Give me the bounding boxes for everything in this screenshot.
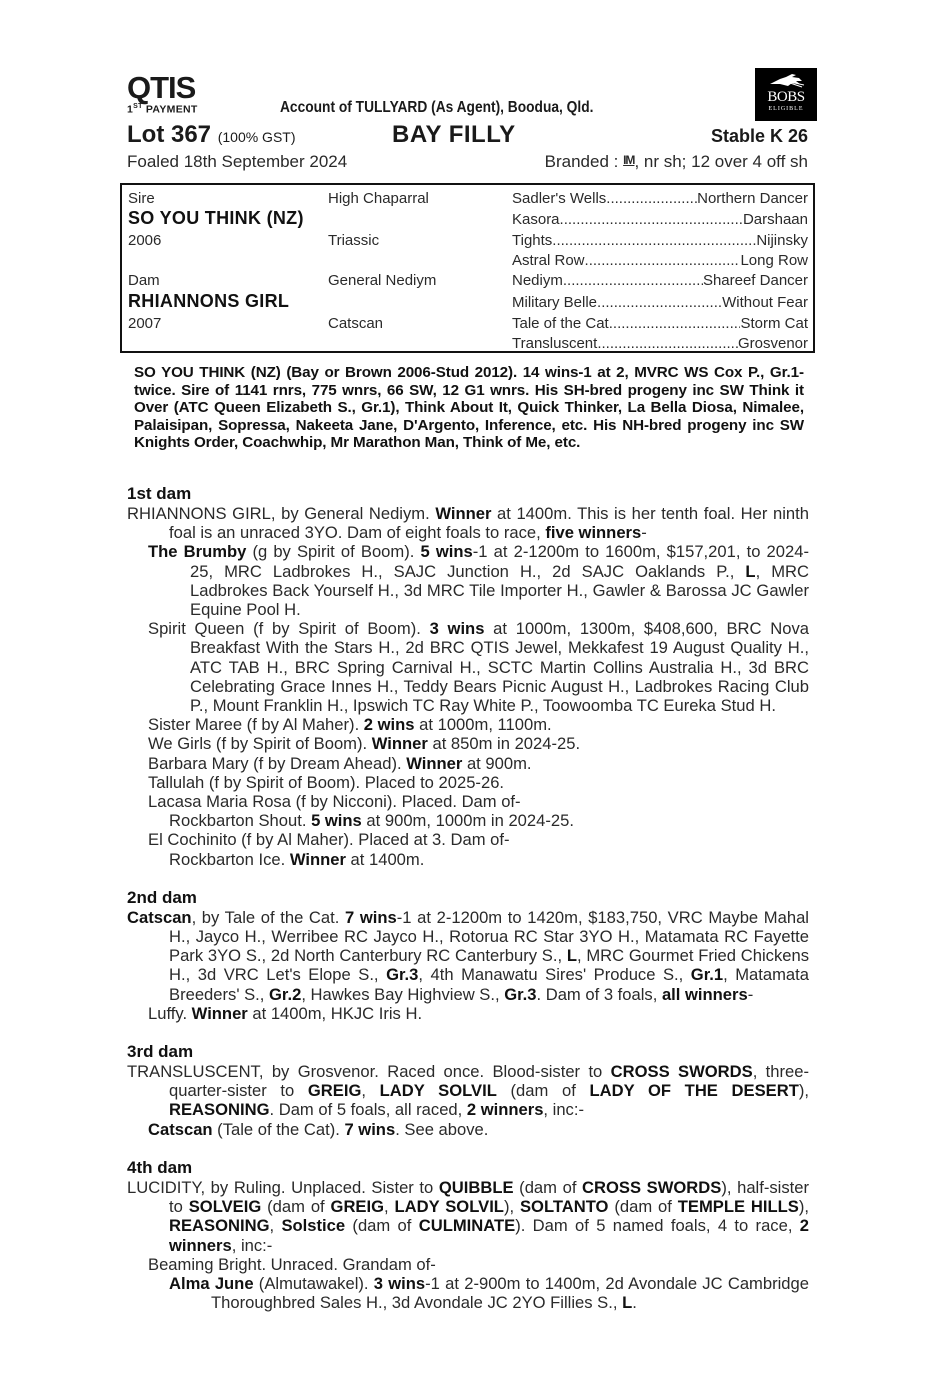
lot-number: Lot 367 (100% GST) (127, 121, 296, 148)
bold-highlight: Winner (191, 1003, 248, 1023)
bold-highlight: 7 wins (344, 1119, 396, 1139)
bold-highlight: LADY SOLVIL (379, 1081, 497, 1101)
bold-highlight: GREIG (330, 1197, 385, 1217)
brand-mark-icon: IM (623, 153, 635, 167)
dam-dam: Catscan (328, 315, 384, 332)
dam-sire: General Nediym (328, 272, 437, 289)
bold-highlight: all winners (661, 984, 748, 1004)
fourth-dam-section (127, 1158, 809, 1312)
progeny-list (127, 1120, 809, 1139)
progeny-entry: Tallulah (f by Spirit of Boom). Placed to 2025-26. (148, 772, 505, 792)
great-grandparent-row: Transluscent ..... Grosvenor (512, 335, 808, 352)
progeny-list (127, 542, 809, 868)
third-dam-section (127, 1042, 809, 1139)
great-grandparent-row: Tale of the Cat ..... Storm Cat (512, 315, 808, 332)
bold-highlight: LADY OF THE DESERT (589, 1081, 799, 1101)
great-grandparent-row: Sadler's Wells ..... Northern Dancer (512, 190, 808, 207)
great-grandparent-row: Nediym ..... Shareef Dancer (512, 272, 808, 289)
bold-highlight: 2 winners (466, 1100, 544, 1120)
bold-highlight: 2 winners (169, 1216, 809, 1255)
sire-label: Sire (128, 190, 155, 207)
bold-highlight: five winners (545, 523, 642, 543)
bold-highlight: 5 wins (420, 542, 473, 562)
qtis-logo-mark: QTIS (127, 70, 196, 105)
sire-year: 2006 (128, 232, 162, 249)
bold-highlight: CROSS SWORDS (610, 1062, 753, 1082)
bold-highlight: 2 wins (363, 715, 415, 735)
section-title: 2nd dam (127, 887, 197, 907)
progeny-entry: Catscan (Tale of the Cat). 7 wins. See above. (148, 1119, 489, 1139)
bold-highlight: Gr.2 (269, 984, 302, 1004)
sire-sire: High Chaparral (328, 190, 429, 207)
sire-name: SO YOU THINK (NZ) (128, 208, 304, 228)
progeny-entry: Sister Maree (f by Al Maher). 2 wins at 1000m, 1100m. (148, 715, 552, 735)
bold-highlight: Gr.1 (690, 965, 724, 985)
progeny-entry: We Girls (f by Spirit of Boom). Winner at 850m in 2024-25. (148, 734, 581, 754)
bold-highlight: Gr.3 (504, 984, 537, 1004)
dam-intro: Catscan, by Tale of the Cat. 7 wins-1 at 2-1200m to 1420m, $183,750, VRC Maybe Mahal H., Jayco H., Werribee RC Jayco H., Rotorua RC Star 3YO H., Matamata RC Fayette Park 3YO S., 2d North Canterbury RC Canterbury S., L, MRC Gourmet Fried Chickens H., 3d VRC Let's Elope S., Gr.3, 4th Manawatu Sires' Produce S., Gr.1, Matamata Breeders' S., Gr.2, Hawkes Bay Highview S., Gr.3. Dam of 3 foals, all winners- (127, 907, 810, 1004)
progeny-entry: Beaming Bright. Unraced. Grandam of- (148, 1254, 436, 1274)
first-dam-section (127, 484, 809, 869)
bobs-logo-text: BOBS (767, 89, 805, 105)
progeny-entry: Spirit Queen (f by Spirit of Boom). 3 wins at 1000m, 1300m, $408,600, BRC Nova Breakfast With the Stars H., 2d BRC QTIS Jewel, Mekkafest 19 August Quality H., ATC TAB H., BRC Spring Carnival H., SCTC Martin Collins Australia H., 3d BRC Celebrating Grace Innes H., Teddy Bears Picnic August H., Ladbrokes Racing Club P., Mount Franklin H., Ipswich TC Ray White P., Toowoomba TC Eureka Stud H. (148, 619, 809, 716)
progeny-list (127, 1255, 809, 1313)
dam-label: Dam (128, 272, 160, 289)
bold-highlight: Alma June (169, 1273, 254, 1293)
gst-note: (100% GST) (217, 129, 296, 145)
bold-highlight: L (745, 561, 756, 581)
progeny-entry: Rockbarton Ice. Winner at 1400m. (169, 849, 425, 869)
second-dam-section (127, 888, 809, 1023)
bold-highlight: Winner (435, 504, 492, 523)
great-grandparent-row: Kasora ..... Darshaan (512, 211, 808, 228)
progeny-entry: Lacasa Maria Rosa (f by Nicconi). Placed. Dam of- (148, 792, 521, 812)
dam-line-body (127, 484, 809, 1312)
bold-highlight: Winner (289, 849, 346, 869)
sire-dam: Triassic (328, 232, 380, 249)
bold-highlight: Solstice (281, 1216, 346, 1236)
bobs-eligible-logo (755, 68, 817, 121)
bold-highlight: Catscan (127, 907, 192, 927)
dam-intro: RHIANNONS GIRL, by General Nediym. Winner at 1400m. This is her tenth foal. Her ninth foal is an unraced 3YO. Dam of eight foals to race, five winners- (127, 504, 809, 543)
progeny-entry: Rockbarton Shout. 5 wins at 900m, 1000m in 2024-25. (169, 811, 574, 831)
bold-highlight: SOLTANTO (519, 1197, 609, 1217)
bold-highlight: 7 wins (345, 907, 397, 927)
bold-highlight: REASONING (169, 1216, 270, 1236)
bold-highlight: Catscan (148, 1119, 213, 1139)
bold-highlight: Gr.3 (386, 965, 419, 985)
bold-highlight: L (622, 1293, 633, 1313)
dam-intro: TRANSLUSCENT, by Grosvenor. Raced once. Blood-sister to CROSS SWORDS, three-quarter-sister to GREIG, LADY SOLVIL (dam of LADY OF THE DESERT), REASONING. Dam of 5 foals, all raced, 2 winners, inc:- (127, 1062, 809, 1120)
horse-head-icon (766, 72, 806, 90)
progeny-entry: Barbara Mary (f by Dream Ahead). Winner at 900m. (148, 753, 532, 773)
qtis-logo (127, 70, 217, 118)
bobs-logo-subtitle: ELIGIBLE (768, 106, 804, 112)
bold-highlight: 3 wins (429, 619, 485, 639)
stable-location: Stable K 26 (710, 126, 808, 146)
progeny-list (127, 1004, 809, 1023)
bold-highlight: Winner (371, 734, 428, 754)
progeny-entry: El Cochinito (f by Al Maher). Placed at 3. Dam of- (148, 830, 510, 850)
great-grandparent-row: Astral Row ..... Long Row (512, 252, 808, 269)
bold-highlight: CROSS SWORDS (582, 1177, 722, 1197)
bold-highlight: LADY SOLVIL (394, 1197, 504, 1217)
dam-intro: LUCIDITY, by Ruling. Unplaced. Sister to QUIBBLE (dam of CROSS SWORDS), half-sister to SOLVEIG (dam of GREIG, LADY SOLVIL), SOLTANTO (dam of TEMPLE HILLS), REASONING, Solstice (dam of CULMINATE). Dam of 5 named foals, 4 to race, 2 winners, inc:- (127, 1177, 810, 1255)
colour-sex: BAY FILLY (392, 121, 516, 148)
bold-highlight: QUIBBLE (438, 1177, 514, 1197)
bold-highlight: REASONING (169, 1100, 270, 1120)
brand-description: Branded : IM, nr sh; 12 over 4 off sh (544, 152, 808, 171)
sire-summary: SO YOU THINK (NZ) (Bay or Brown 2006-Stud 2012). 14 wins-1 at 2, MVRC WS Cox P., Gr.1-twice. Sire of 1141 rnrs, 775 wnrs, 66 SW, 12 G1 wnrs. His SH-bred progeny inc SW Think it Over (ATC Queen Elizabeth S., Gr.1), Think About It, Quick Thinker, La Bella Diosa, Nimalee, Palaisipan, Sopressa, Nakeeta Jane, D'Argento, Inference, etc. His NH-bred progeny inc SW Knights Order, Coachwhip, Mr Marathon Man, Think of Me, etc. (134, 364, 804, 451)
dam-name: RHIANNONS GIRL (128, 291, 290, 311)
pedigree-table (120, 183, 815, 353)
bold-highlight: GREIG (307, 1081, 362, 1101)
great-grandparent-row: Tights ..... Nijinsky (512, 232, 808, 249)
vendor-account: Account of TULLYARD (As Agent), Boodua, Qld. (280, 99, 594, 116)
qtis-logo-subtitle: 1ST PAYMENT (127, 103, 198, 116)
bold-highlight: CULMINATE (418, 1216, 516, 1236)
bold-highlight: 5 wins (311, 811, 362, 831)
foaled-date: Foaled 18th September 2024 (127, 152, 348, 171)
section-title: 4th dam (127, 1157, 193, 1177)
progeny-entry: The Brumby (g by Spirit of Boom). 5 wins-1 at 2-1200m to 1600m, $157,201, to 2024-25, MRC Ladbrokes H., SAJC Junction H., 2d SAJC Oaklands P., L, MRC Ladbrokes Back Yourself H., 3d MRC Tile Importer H., Gawler & Barossa JC Gawler Equine Pool H. (148, 542, 809, 620)
bold-highlight: L (566, 946, 577, 966)
section-title: 1st dam (127, 484, 192, 503)
great-grandparent-row: Military Belle ..... Without Fear (512, 294, 808, 311)
dam-year: 2007 (128, 315, 162, 332)
progeny-entry: Luffy. Winner at 1400m, HKJC Iris H. (148, 1003, 423, 1023)
bold-highlight: SOLVEIG (188, 1197, 262, 1217)
section-title: 3rd dam (127, 1042, 194, 1062)
progeny-entry: Alma June (Almutawakel). 3 wins-1 at 2-900m to 1400m, 2d Avondale JC Cambridge Thoroughbred Sales H., 3d Avondale JC 2YO Fillies S., L. (169, 1273, 809, 1313)
bold-highlight: 3 wins (373, 1273, 426, 1293)
bold-highlight: TEMPLE HILLS (677, 1197, 799, 1217)
bold-highlight: The Brumby (148, 542, 247, 562)
bold-highlight: Winner (406, 753, 463, 773)
